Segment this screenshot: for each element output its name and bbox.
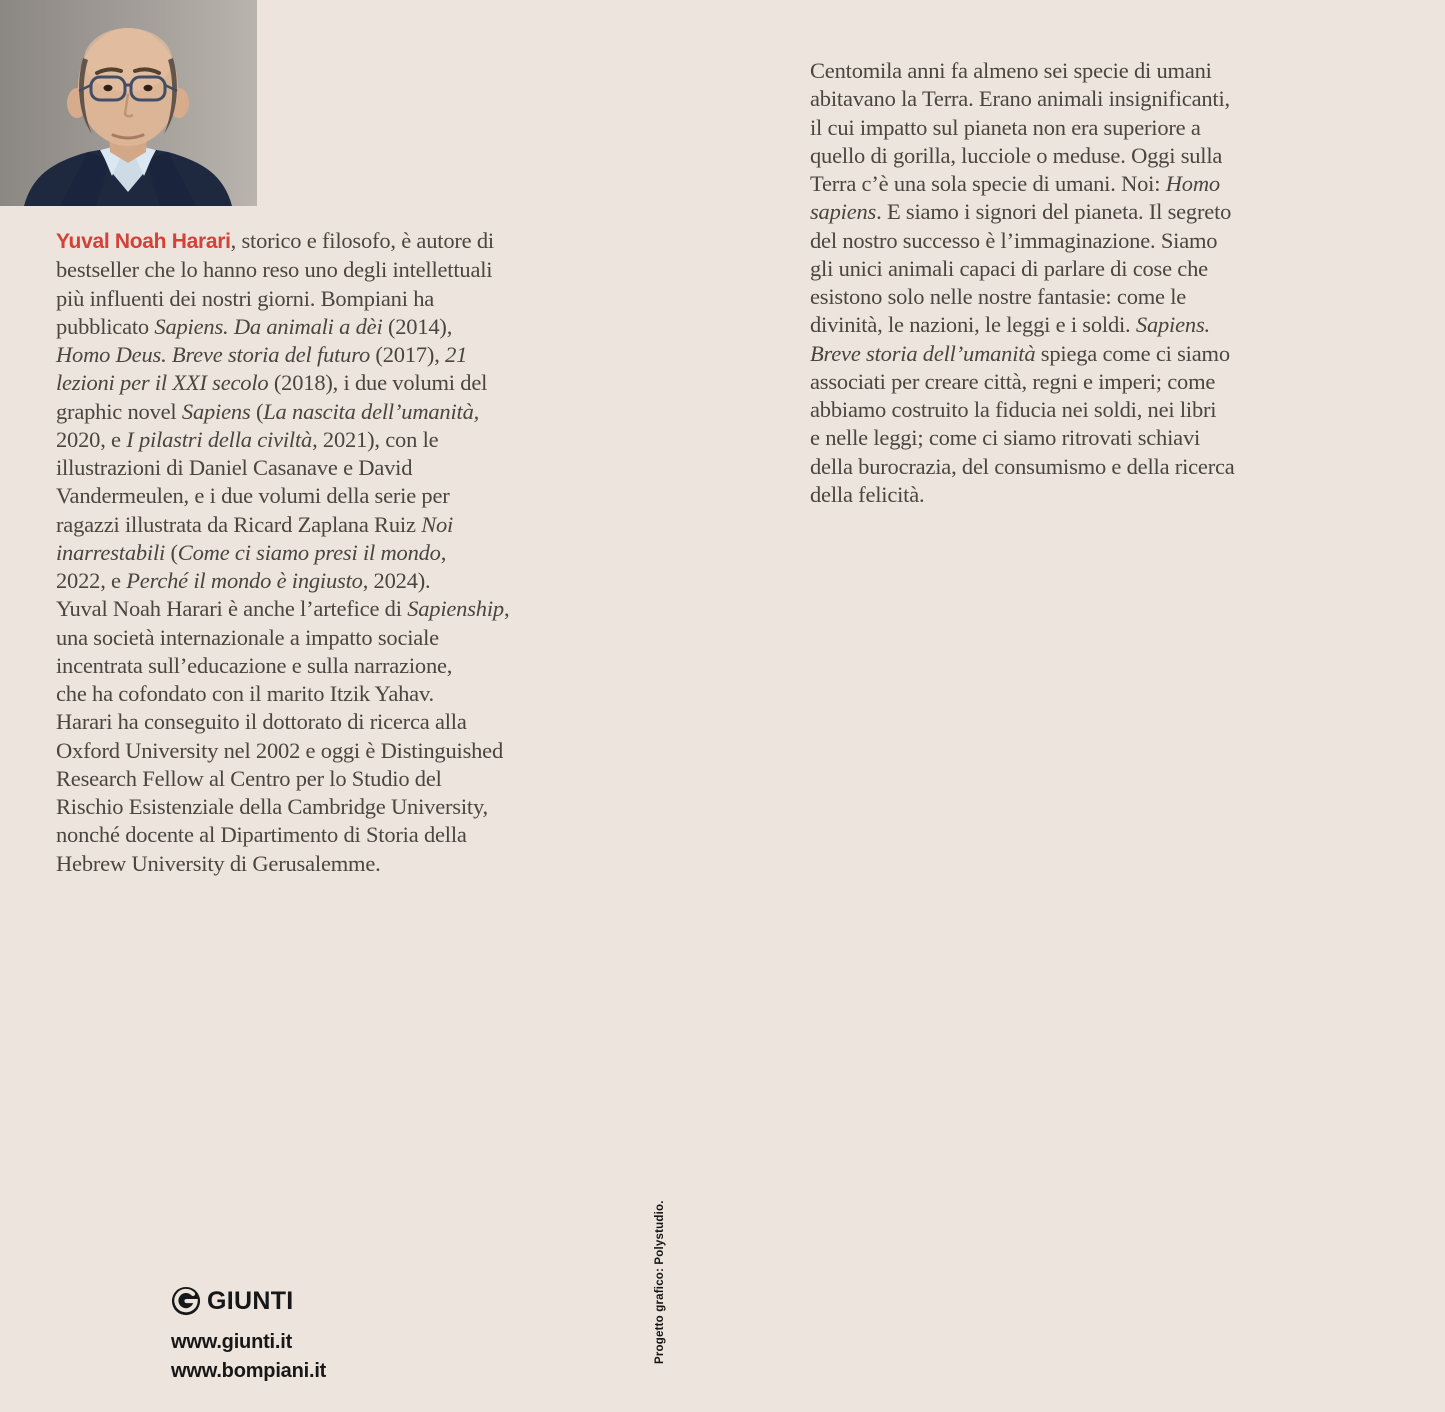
text-line: Homo Deus. Breve storia del futuro (2017), 21 [56, 342, 468, 367]
giunti-website: www.giunti.it [171, 1331, 293, 1353]
author-photo [0, 0, 257, 206]
giunti-logo-icon [171, 1286, 201, 1316]
text-line: Vandermeulen, e i due volumi della serie per [56, 483, 450, 509]
text-line: esistono solo nelle nostre fantasie: come le [810, 284, 1187, 309]
text-line: abbiamo costruito la fiducia nei soldi, nei libri [810, 397, 1217, 422]
bompiani-website: www.bompiani.it [171, 1360, 327, 1382]
text-line: Oxford University nel 2002 e oggi è Distinguished [56, 737, 504, 763]
giunti-logo [171, 1286, 326, 1316]
text-line: pubblicato Sapiens. Da animali a dèi (2014), [56, 313, 453, 339]
text-line: associati per creare città, regni e imperi; come [810, 368, 1216, 394]
publisher-websites [171, 1328, 326, 1386]
text-line: incentrata sull’educazione e sulla narrazione, [56, 652, 453, 678]
text-line: e nelle leggi; come ci siamo ritrovati schiavi [810, 425, 1201, 451]
text-line: che ha cofondato con il marito Itzik Yahav. [56, 681, 434, 706]
text-line: abitavano la Terra. Erano animali insignificanti, [810, 86, 1230, 112]
text-line: Breve storia dell’umanità spiega come ci siamo [810, 340, 1230, 366]
text-line: Hebrew University di Gerusalemme. [56, 850, 381, 876]
text-line: divinità, le nazioni, le leggi e i soldi. Sapiens. [810, 312, 1210, 338]
text-line: una società internazionale a impatto sociale [56, 624, 439, 650]
publisher-block [171, 1286, 326, 1386]
text-line: sapiens. E siamo i signori del pianeta. Il segreto [810, 199, 1232, 225]
text-line: lezioni per il XXI secolo (2018), i due volumi del [56, 370, 488, 396]
text-line: della felicità. [810, 481, 925, 507]
author-portrait-illustration [0, 0, 257, 206]
text-line: il cui impatto sul pianeta non era superiore a [810, 114, 1201, 140]
text-line: bestseller che lo hanno reso uno degli intellettuali [56, 257, 493, 283]
text-line: Harari ha conseguito il dottorato di ricerca alla [56, 709, 467, 735]
text-line: gli unici animali capaci di parlare di cose che [810, 255, 1208, 281]
text-line: Centomila anni fa almeno sei specie di umani [810, 58, 1212, 83]
giunti-logo-text: GIUNTI [207, 1286, 294, 1315]
design-credit: Progetto grafico: Polystudio. [654, 1200, 666, 1364]
text-line: quello di gorilla, lucciole o meduse. Oggi sulla [810, 142, 1223, 168]
text-line: Rischio Esistenziale della Cambridge University, [56, 794, 488, 819]
text-line: della burocrazia, del consumismo e della ricerca [810, 453, 1235, 479]
text-line: ragazzi illustrata da Ricard Zaplana Ruiz Noi [56, 511, 454, 537]
text-line: Yuval Noah Harari è anche l’artefice di Sapienship, [56, 596, 510, 622]
author-name: Yuval Noah Harari [56, 230, 231, 253]
text-line: Terra c’è una sola specie di umani. Noi: Homo [810, 171, 1220, 196]
text-line: Yuval Noah Harari, storico e filosofo, è autore di [56, 228, 494, 253]
author-bio [56, 227, 509, 878]
text-line: inarrestabili (Come ci siamo presi il mondo, [56, 539, 447, 565]
text-line: 2020, e I pilastri della civiltà, 2021), con le [56, 426, 439, 452]
text-line: più influenti dei nostri giorni. Bompiani ha [56, 285, 435, 311]
text-line: illustrazioni di Daniel Casanave e David [56, 455, 413, 480]
text-line: 2022, e Perché il mondo è ingiusto, 2024). [56, 568, 431, 593]
text-line: graphic novel Sapiens (La nascita dell’umanità, [56, 398, 480, 424]
text-line: del nostro successo è l’immaginazione. Siamo [810, 227, 1218, 253]
text-line: Research Fellow al Centro per lo Studio del [56, 765, 442, 791]
text-line: nonché docente al Dipartimento di Storia della [56, 822, 467, 848]
book-description [810, 57, 1235, 509]
